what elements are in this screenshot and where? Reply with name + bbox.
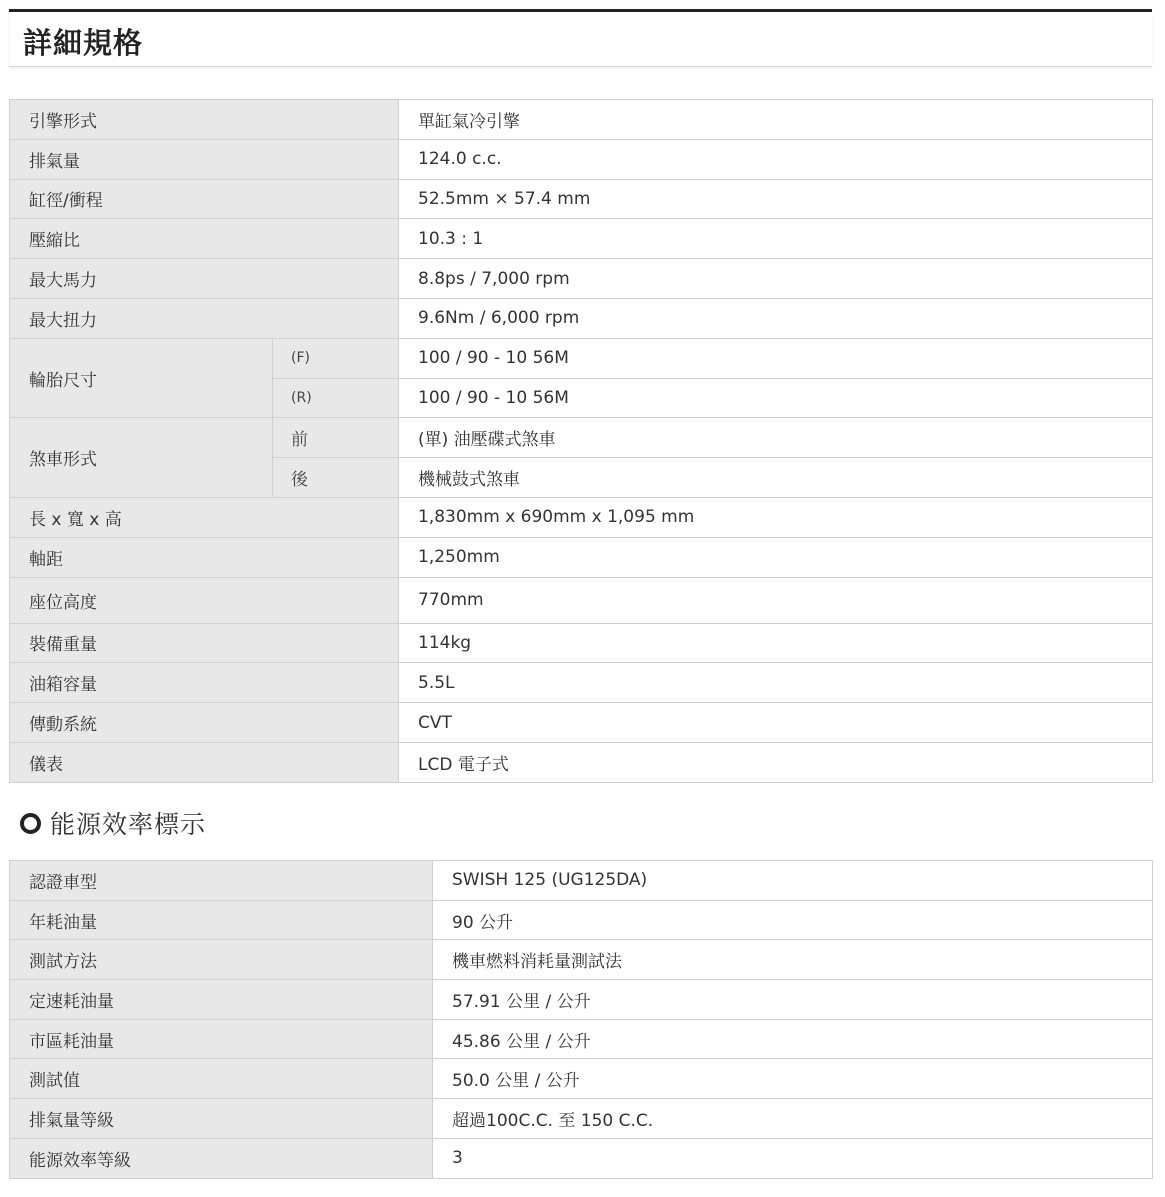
table-row xyxy=(10,663,1153,703)
energy-section-heading xyxy=(20,803,206,843)
spec-value: 1,250mm xyxy=(399,537,1153,577)
energy-value: 50.0 公里 / 公升 xyxy=(433,1059,1153,1099)
spec-value: 機械鼓式煞車 xyxy=(399,458,1153,498)
energy-label: 定速耗油量 xyxy=(10,980,433,1020)
page-title: 詳細規格 xyxy=(23,26,144,60)
energy-label: 能源效率等級 xyxy=(10,1138,433,1178)
spec-value: CVT xyxy=(399,703,1153,743)
spec-label: 壓縮比 xyxy=(10,219,399,259)
table-row xyxy=(10,1059,1153,1099)
table-row xyxy=(10,418,1153,458)
circle-outline-icon xyxy=(20,813,41,834)
spec-table xyxy=(9,99,1153,783)
table-row xyxy=(10,179,1153,219)
table-row xyxy=(10,577,1153,623)
energy-value: 57.91 公里 / 公升 xyxy=(433,980,1153,1020)
spec-sublabel: (R) xyxy=(273,378,399,418)
spec-label: 最大馬力 xyxy=(10,259,399,299)
spec-value: 9.6Nm / 6,000 rpm xyxy=(399,298,1153,338)
table-row xyxy=(10,497,1153,537)
spec-label: 傳動系統 xyxy=(10,703,399,743)
spec-sublabel: 後 xyxy=(273,458,399,498)
table-row xyxy=(10,623,1153,663)
spec-label: 輪胎尺寸 xyxy=(10,338,273,418)
table-row xyxy=(10,537,1153,577)
table-row xyxy=(10,100,1153,140)
spec-value: 100 / 90 - 10 56M xyxy=(399,378,1153,418)
energy-value: 3 xyxy=(433,1138,1153,1178)
table-row xyxy=(10,742,1153,782)
page-header xyxy=(9,9,1152,67)
spec-value: 770mm xyxy=(399,577,1153,623)
energy-label: 認證車型 xyxy=(10,861,433,901)
energy-label: 市區耗油量 xyxy=(10,1019,433,1059)
energy-label: 測試值 xyxy=(10,1059,433,1099)
spec-value: 10.3 : 1 xyxy=(399,219,1153,259)
table-row xyxy=(10,298,1153,338)
energy-label: 測試方法 xyxy=(10,940,433,980)
table-row xyxy=(10,703,1153,743)
spec-value: 8.8ps / 7,000 rpm xyxy=(399,259,1153,299)
spec-label: 引擎形式 xyxy=(10,100,399,140)
energy-value: 45.86 公里 / 公升 xyxy=(433,1019,1153,1059)
table-row xyxy=(10,861,1153,901)
spec-label: 最大扭力 xyxy=(10,298,399,338)
energy-value: 90 公升 xyxy=(433,900,1153,940)
table-row xyxy=(10,139,1153,179)
table-row xyxy=(10,219,1153,259)
spec-value: 114kg xyxy=(399,623,1153,663)
spec-label: 儀表 xyxy=(10,742,399,782)
energy-label: 排氣量等級 xyxy=(10,1099,433,1139)
energy-value: 機車燃料消耗量測試法 xyxy=(433,940,1153,980)
spec-value: (單) 油壓碟式煞車 xyxy=(399,418,1153,458)
spec-value: 1,830mm x 690mm x 1,095 mm xyxy=(399,497,1153,537)
spec-value: 124.0 c.c. xyxy=(399,139,1153,179)
table-row xyxy=(10,259,1153,299)
spec-label: 長 x 寬 x 高 xyxy=(10,497,399,537)
spec-sublabel: (F) xyxy=(273,338,399,378)
spec-label: 裝備重量 xyxy=(10,623,399,663)
energy-value: SWISH 125 (UG125DA) xyxy=(433,861,1153,901)
spec-label: 煞車形式 xyxy=(10,418,273,498)
energy-table xyxy=(9,860,1153,1179)
spec-label: 座位高度 xyxy=(10,577,399,623)
table-row xyxy=(10,900,1153,940)
energy-section-title: 能源效率標示 xyxy=(50,810,207,839)
spec-label: 缸徑/衝程 xyxy=(10,179,399,219)
table-row xyxy=(10,980,1153,1020)
spec-value: LCD 電子式 xyxy=(399,742,1153,782)
spec-value: 5.5L xyxy=(399,663,1153,703)
spec-label: 排氣量 xyxy=(10,139,399,179)
energy-value: 超過100C.C. 至 150 C.C. xyxy=(433,1099,1153,1139)
table-row xyxy=(10,1138,1153,1178)
spec-value: 100 / 90 - 10 56M xyxy=(399,338,1153,378)
table-row xyxy=(10,940,1153,980)
table-row xyxy=(10,1099,1153,1139)
table-row xyxy=(10,338,1153,378)
table-row xyxy=(10,1019,1153,1059)
spec-sublabel: 前 xyxy=(273,418,399,458)
spec-value: 單缸氣冷引擎 xyxy=(399,100,1153,140)
energy-label: 年耗油量 xyxy=(10,900,433,940)
spec-label: 軸距 xyxy=(10,537,399,577)
spec-label: 油箱容量 xyxy=(10,663,399,703)
spec-value: 52.5mm × 57.4 mm xyxy=(399,179,1153,219)
